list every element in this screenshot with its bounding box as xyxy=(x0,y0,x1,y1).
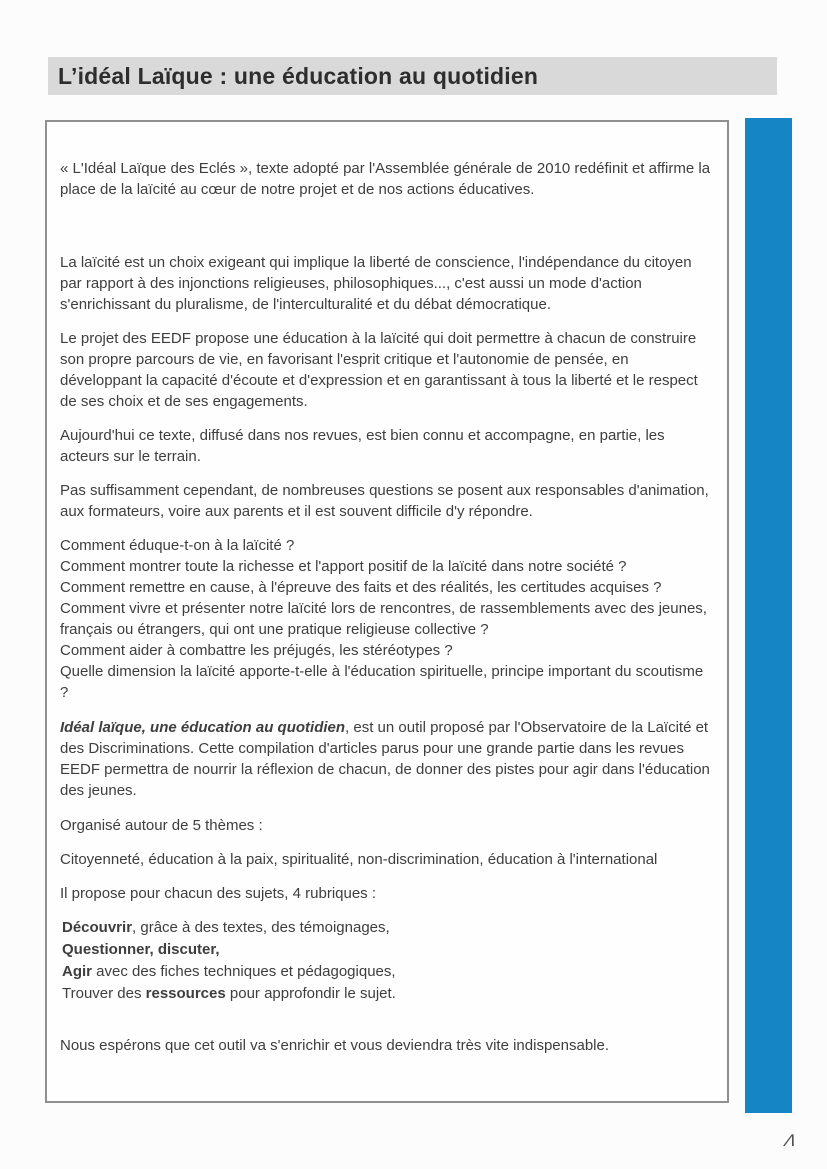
handwritten-page-mark: Λ xyxy=(783,1131,798,1150)
rubrique-pre: Trouver des xyxy=(62,985,146,1002)
paragraph-intro: « L'Idéal Laïque des Eclés », texte adopté par l'Assemblée générale de 2010 redéfinit et affirme la place de la laïcité au cœur de notre projet et de nos actions éducatives. xyxy=(60,160,711,198)
rubrique-bold: Agir xyxy=(62,963,92,980)
rubriques-block xyxy=(62,917,711,1005)
question-line: Quelle dimension la laïcité apporte-t-elle à l'éducation spirituelle, principe important du scoutisme ? xyxy=(60,663,704,701)
paragraph-laicite-choix: La laïcité est un choix exigeant qui implique la liberté de conscience, l'indépendance du citoyen par rapport à des injonctions religieuses, philosophiques..., c'est aussi un mode d'action s'enrichissant du pluralisme, de l'interculturalité et du débat démocratique. xyxy=(60,254,692,313)
paragraph-projet-eedf: Le projet des EEDF propose une éducation à la laïcité qui doit permettre à chacun de construire son propre parcours de vie, en favorisant l'esprit critique et l'autonomie de pensée, en développant la capacité d'écoute et d'expression et en garantissant à tous la liberté et le respect de ses choix et de ses engagements. xyxy=(60,330,698,410)
paragraph-aujourdhui: Aujourd'hui ce texte, diffusé dans nos revues, est bien connu et accompagne, en partie, les acteurs sur le terrain. xyxy=(60,427,665,465)
questions-block xyxy=(60,535,711,703)
rubrique-bold: Découvrir xyxy=(62,919,133,936)
page-title: L’idéal Laïque : une éducation au quotidien xyxy=(58,62,539,89)
rubrique-post: avec des fiches techniques et pédagogiques, xyxy=(92,963,396,980)
question-line: Comment vivre et présenter notre laïcité lors de rencontres, de rassemblements avec des jeunes, français ou étrangers, qui ont une pratique religieuse collective ? xyxy=(60,600,707,638)
tool-paragraph-rest: , est un outil proposé par l'Observatoire de la Laïcité et des Discriminations. Cette compilation d'articles parus pour une grande partie dans les revues EEDF permettra de nourrir la réflexion de chacun, de donner des pistes pour agir dans l'éducation des jeunes. xyxy=(60,719,710,799)
question-line: Comment aider à combattre les préjugés, les stéréotypes ? xyxy=(60,642,453,659)
question-line: Comment remettre en cause, à l'épreuve des faits et des réalités, les certitudes acquises ? xyxy=(60,579,662,596)
rubrique-line-ressources xyxy=(62,983,711,1005)
rubrique-bold: ressources xyxy=(145,985,226,1002)
paragraph-rubriques-intro: Il propose pour chacun des sujets, 4 rubriques : xyxy=(60,885,377,902)
paragraph-pas-suffisamment: Pas suffisamment cependant, de nombreuses questions se posent aux responsables d'animation, aux formateurs, voire aux parents et il est souvent difficile d'y répondre. xyxy=(60,482,709,520)
content-box xyxy=(45,120,729,1103)
rubrique-bold: Questionner, discuter, xyxy=(62,941,220,958)
document-title-bar xyxy=(48,57,777,95)
paragraph-themes-list: Citoyenneté, éducation à la paix, spiritualité, non-discrimination, éducation à l'international xyxy=(60,851,658,868)
paragraph-themes-intro: Organisé autour de 5 thèmes : xyxy=(60,817,263,834)
question-line: Comment montrer toute la richesse et l'apport positif de la laïcité dans notre société ? xyxy=(60,558,627,575)
blue-accent-stripe xyxy=(745,118,792,1113)
rubrique-line-decouvrir xyxy=(62,917,711,939)
question-line: Comment éduque-t-on à la laïcité ? xyxy=(60,537,295,554)
rubrique-line-agir xyxy=(62,961,711,983)
rubrique-post: pour approfondir le sujet. xyxy=(225,985,396,1002)
paragraph-closing: Nous espérons que cet outil va s'enrichir et vous deviendra très vite indispensable. xyxy=(60,1037,610,1054)
tool-title-emphasis: Idéal laïque, une éducation au quotidien xyxy=(60,719,346,736)
paragraph-outil xyxy=(60,717,711,801)
rubrique-line-questionner xyxy=(62,939,711,961)
rubrique-post: , grâce à des textes, des témoignages, xyxy=(132,919,390,936)
